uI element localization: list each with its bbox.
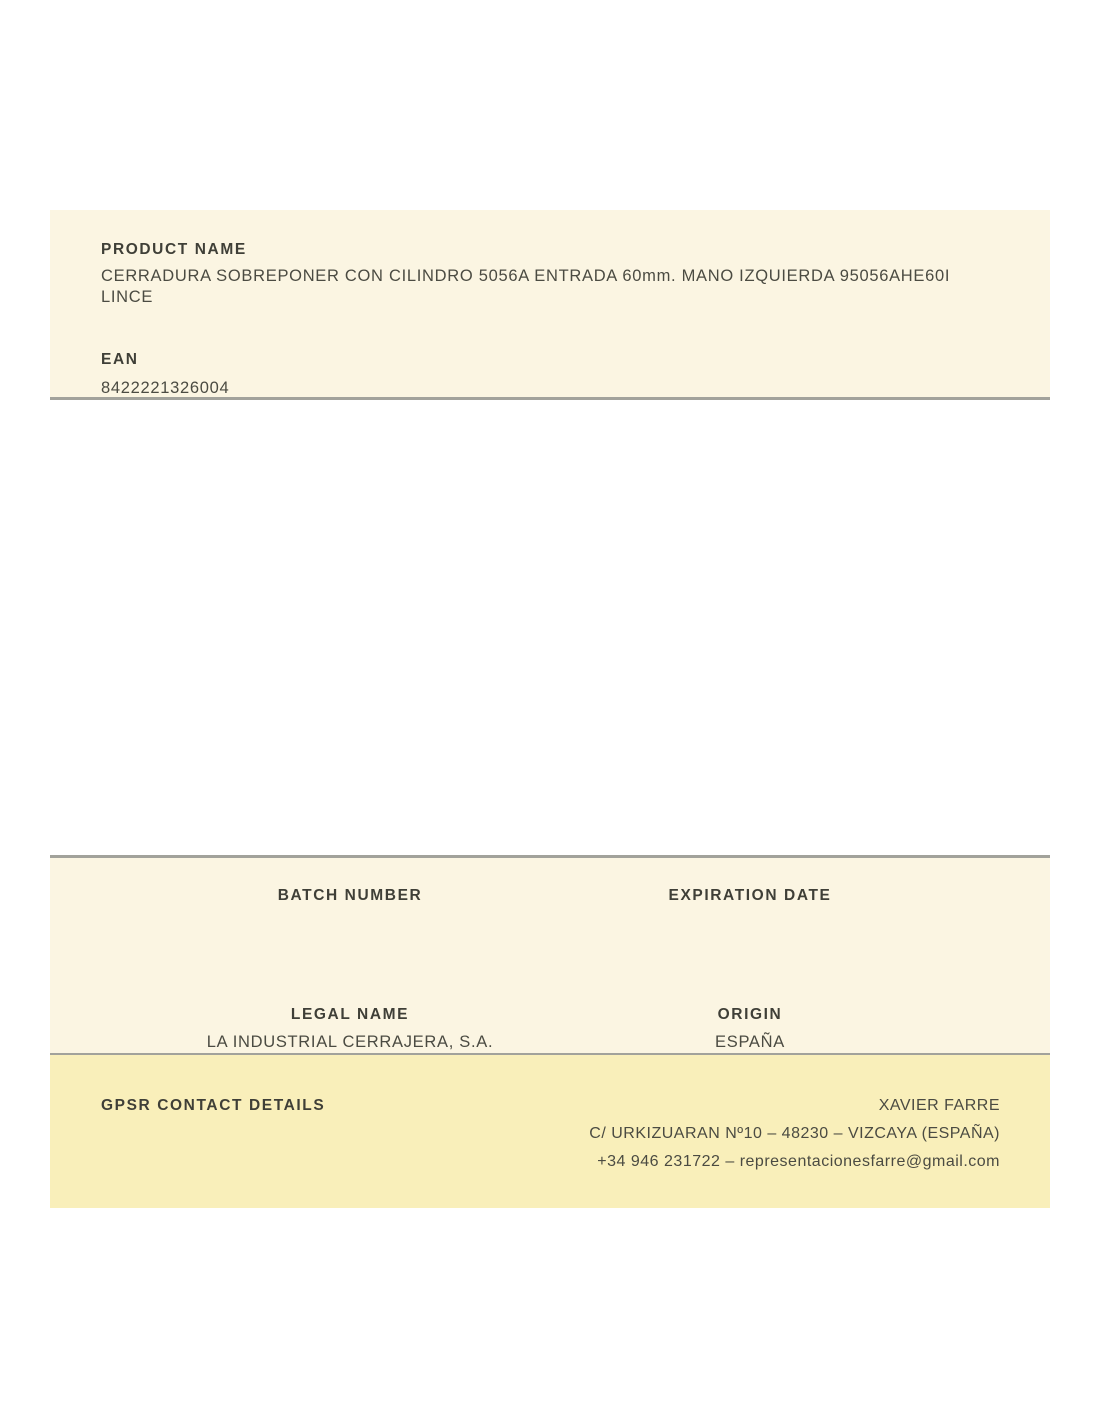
batch-number-label: BATCH NUMBER	[277, 887, 423, 904]
ean-label: EAN	[101, 351, 139, 368]
ean-value: 8422221326004	[101, 379, 230, 397]
gpsr-contact-block	[589, 1096, 1000, 1171]
batch-expiration-row	[150, 886, 950, 934]
product-info-section	[50, 210, 1050, 400]
gpsr-contact-section	[50, 1055, 1050, 1208]
legal-name-cell	[150, 1005, 550, 1053]
legal-name-label: LEGAL NAME	[290, 1006, 410, 1023]
batch-number-value	[150, 913, 550, 934]
gpsr-contact-name: XAVIER FARRE	[878, 1097, 1000, 1114]
legal-origin-row	[150, 1005, 950, 1053]
origin-label: ORIGIN	[717, 1006, 783, 1023]
gpsr-contact-phone-email: +34 946 231722 – representacionesfarre@gmail.com	[597, 1153, 1000, 1170]
expiration-date-value	[550, 913, 950, 934]
batch-legal-section	[50, 855, 1050, 1056]
origin-value: ESPAÑA	[715, 1033, 785, 1051]
expiration-date-label: EXPIRATION DATE	[668, 887, 832, 904]
gpsr-contact-address: C/ URKIZUARAN Nº10 – 48230 – VIZCAYA (ESPAÑA)	[589, 1125, 1000, 1142]
legal-name-value: LA INDUSTRIAL CERRAJERA, S.A.	[206, 1033, 494, 1051]
origin-cell	[550, 1005, 950, 1053]
product-name-value: CERRADURA SOBREPONER CON CILINDRO 5056A ENTRADA 60mm. MANO IZQUIERDA 95056AHE60I LINCE	[101, 267, 951, 306]
product-name-label: PRODUCT NAME	[101, 241, 247, 258]
batch-number-cell	[150, 886, 550, 934]
gpsr-contact-details-title: GPSR CONTACT DETAILS	[101, 1097, 326, 1114]
expiration-date-cell	[550, 886, 950, 934]
